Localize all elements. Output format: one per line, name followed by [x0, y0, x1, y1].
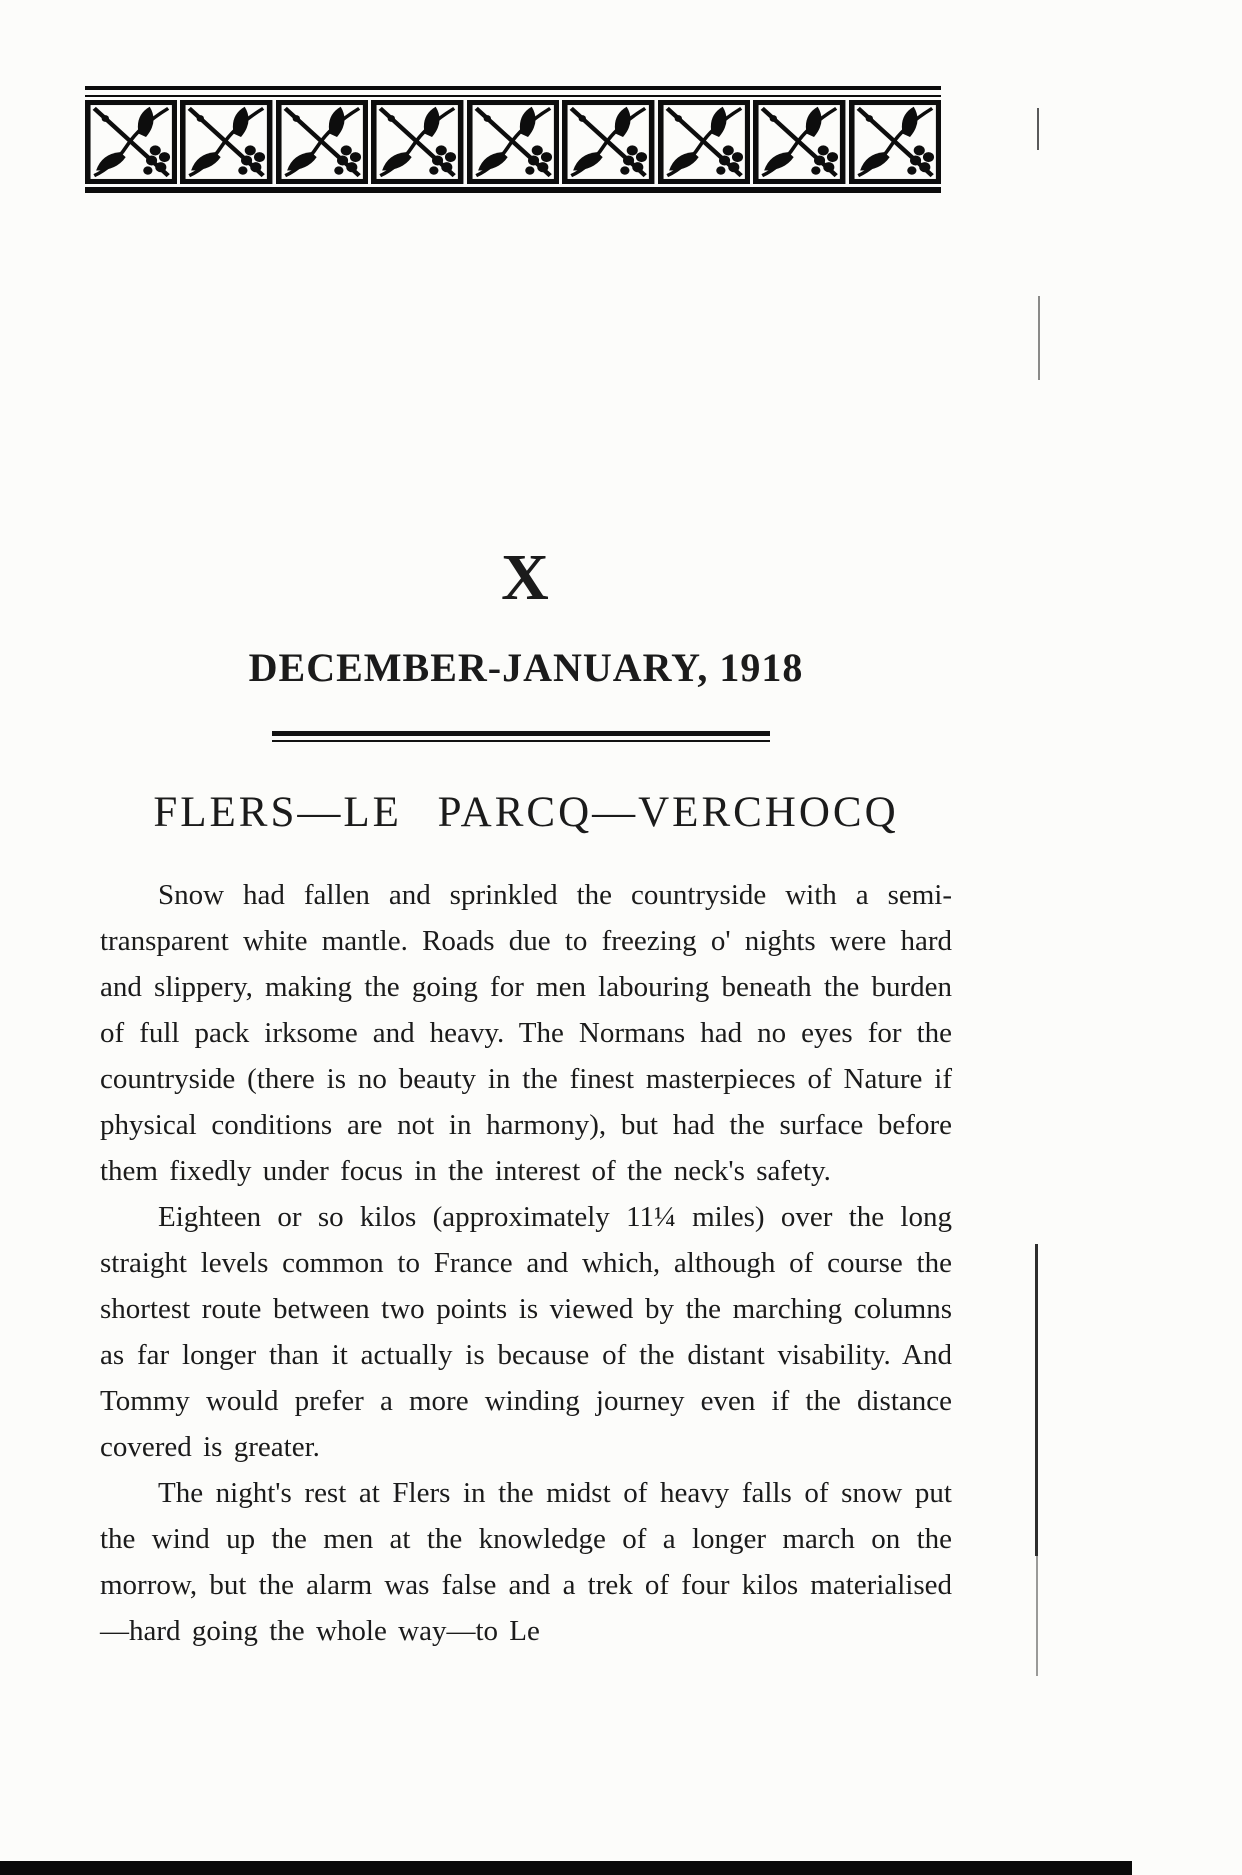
- chapter-number: X: [501, 541, 551, 614]
- ornamental-border: [85, 86, 941, 193]
- ornament-tile-icon: [180, 100, 272, 184]
- border-rule-top-thick: [85, 86, 941, 90]
- scan-artifact-edge-line: [1036, 1556, 1038, 1676]
- paragraph: Snow had fallen and sprinkled the countryside with a semi-transparent white mantle. Roads due to freezing o' nights were hard and slippery, making the going for men labouring beneath the burden of full pack irksome and heavy. The Normans had no eyes for the countryside (there is no beauty in the finest masterpieces of Nature if physical conditions are not in harmony), but had the surface before them fixedly under focus in the interest of the neck's safety.: [100, 879, 952, 1187]
- double-rule-divider: [272, 731, 770, 742]
- ornament-tile-icon: [753, 100, 845, 184]
- body-text: [100, 872, 952, 1654]
- scan-artifact-edge-line: [1035, 1244, 1038, 1556]
- scan-artifact-edge-line: [1037, 108, 1039, 150]
- divider-thick-rule: [272, 731, 770, 736]
- border-rule-top-thin: [85, 95, 941, 97]
- paragraph: Eighteen or so kilos (approximately 11¼ miles) over the long straight levels common to France and which, although of course the shortest route between two points is viewed by the marching columns as far longer than it actually is because of the distant visability. And Tommy would prefer a more winding journey even if the distance covered is greater.: [100, 1201, 952, 1463]
- section-title: FLERS—LE PARCQ—VERCHOCQ: [153, 789, 899, 836]
- ornament-tile-icon: [276, 100, 368, 184]
- border-rule-bottom: [85, 187, 941, 193]
- ornament-tile-icon: [85, 100, 177, 184]
- ornament-tile-icon: [562, 100, 654, 184]
- divider-thin-rule: [272, 740, 770, 742]
- ornament-tile-icon: [658, 100, 750, 184]
- chapter-heading: DECEMBER-JANUARY, 1918: [248, 645, 804, 690]
- ornament-tile-icon: [467, 100, 559, 184]
- ornament-tile-row: [85, 100, 941, 184]
- ornament-tile-icon: [371, 100, 463, 184]
- scan-artifact-bottom-bar: [0, 1861, 1132, 1875]
- ornament-tile-icon: [849, 100, 941, 184]
- paragraph: The night's rest at Flers in the midst of heavy falls of snow put the wind up the men at the knowledge of a longer march on the morrow, but the alarm was false and a trek of four kilos materialised—hard going the whole way—to Le: [100, 1477, 952, 1647]
- scan-artifact-edge-line: [1038, 296, 1040, 380]
